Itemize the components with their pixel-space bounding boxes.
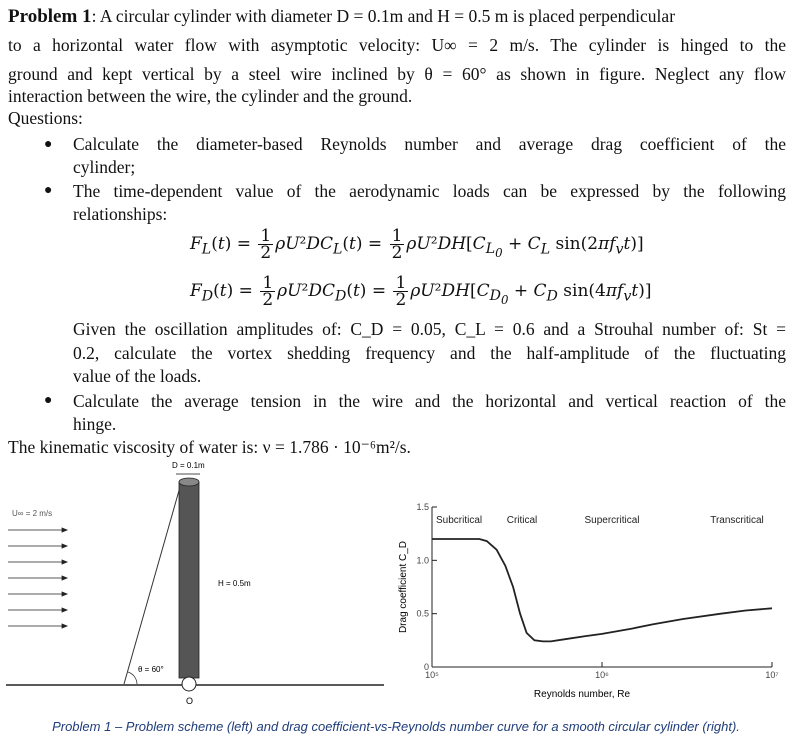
flow-arrow [8,528,67,532]
region-label: Critical [506,515,538,526]
chart-region-labels [436,515,764,526]
hinge-label: O [186,696,194,706]
problem-scheme-figure [0,458,390,713]
bullet-2-line-2: relationships: [73,204,168,224]
problem-line-4: interaction between the wire, the cylinder and the ground. [8,86,413,106]
bullet-3-line-1: Calculate the average tension in the wire and the horizontal and vertical reaction of the [73,391,786,411]
steel-wire [124,480,182,684]
bullet-dot-3: ● [44,393,53,408]
chart-y-axis-label: Drag coefficient C_D [398,540,409,634]
x-tick-label: 10⁷ [765,670,779,680]
region-label: Supercritical [584,515,640,526]
flow-arrow [8,576,67,580]
flow-arrow [8,624,67,628]
problem-line-1-text: : A circular cylinder with diameter D = 0.1m and H = 0.5 m is placed perpendicular [91,6,676,26]
problem-line-2: to a horizontal water flow with asymptotic velocity: U∞ = 2 m/s. The cylinder is hinged to the [8,35,786,55]
angle-arc [128,672,137,684]
bullet-2-line-1: The time-dependent value of the aerodynamic loads can be expressed by the following [73,181,786,201]
bullet-3-line-2: hinge. [73,414,117,434]
y-tick-label: 0.5 [416,608,429,619]
velocity-label: U∞ = 2 m/s [12,509,53,518]
chart-ticks [416,502,778,680]
questions-label: Questions: [8,108,83,128]
bullet-1-line-2: cylinder; [73,157,136,177]
flow-arrow [8,608,67,612]
lift-equation: $F_L(t)$ = $\frac{1}{2}$ $\rho U^2DC_L(t)$ = $\frac{1}{2}$ $\rho U^2DH[C_{L_0} + C_L$ $\sin(2\pi f_vt)$] [190,226,644,263]
region-label: Transcritical [710,515,764,526]
hinge [182,677,196,691]
drag-equation: $F_D(t)$ = $\frac{1}{2}$ $\rho U^2DC_D(t)$ = $\frac{1}{2}$ $\rho U^2DH[C_{D_0} + C_D$ $\sin(4\pi f_vt)$] [190,273,652,310]
y-tick-label: 0 [423,662,429,672]
bullet-dot-1: ● [44,137,53,152]
bullet-2-line-3: Given the oscillation amplitudes of: C_D = 0.05, C_L = 0.6 and a Strouhal number of: St = [73,319,786,339]
cylinder-top [179,478,199,486]
bullet-1-line-1: Calculate the diameter-based Reynolds number and average drag coefficient of the [73,134,786,154]
bullet-2-line-4: 0.2, calculate the vortex shedding frequency and the half-amplitude of the fluctuating [73,343,786,363]
flow-arrow [8,592,67,596]
y-tick-label: 1.5 [416,502,429,512]
height-label: H = 0.5m [218,579,251,588]
y-tick-label: 1.0 [416,555,429,566]
viscosity-statement: The kinematic viscosity of water is: ν = 1.786 · 10⁻⁶m²/s. [8,437,411,457]
cylinder [179,482,199,678]
x-tick-label: 10⁶ [595,670,609,680]
chart-x-axis-label: Reynolds number, Re [533,689,631,700]
x-tick-label: 10⁵ [425,670,439,680]
chart-axes [432,507,772,667]
flow-arrow [8,544,67,548]
figure-caption: Problem 1 – Problem scheme (left) and drag coefficient-vs-Reynolds number curve for a smooth circular cylinder (right). [52,719,740,734]
problem-title: Problem 1 [8,6,92,27]
bullet-dot-2: ● [44,183,53,198]
drag-curve-series [432,539,772,641]
drag-coefficient-chart [392,495,787,710]
bullet-2-line-5: value of the loads. [73,366,202,386]
problem-line-3: ground and kept vertical by a steel wire inclined by θ = 60° as shown in figure. Neglect any flow [8,64,786,84]
region-label: Subcritical [436,515,483,526]
problem-line-1 [8,5,675,28]
angle-label: θ = 60° [138,665,164,674]
flow-arrows [8,528,67,628]
flow-arrow [8,560,67,564]
diameter-label: D = 0.1m [172,461,205,470]
